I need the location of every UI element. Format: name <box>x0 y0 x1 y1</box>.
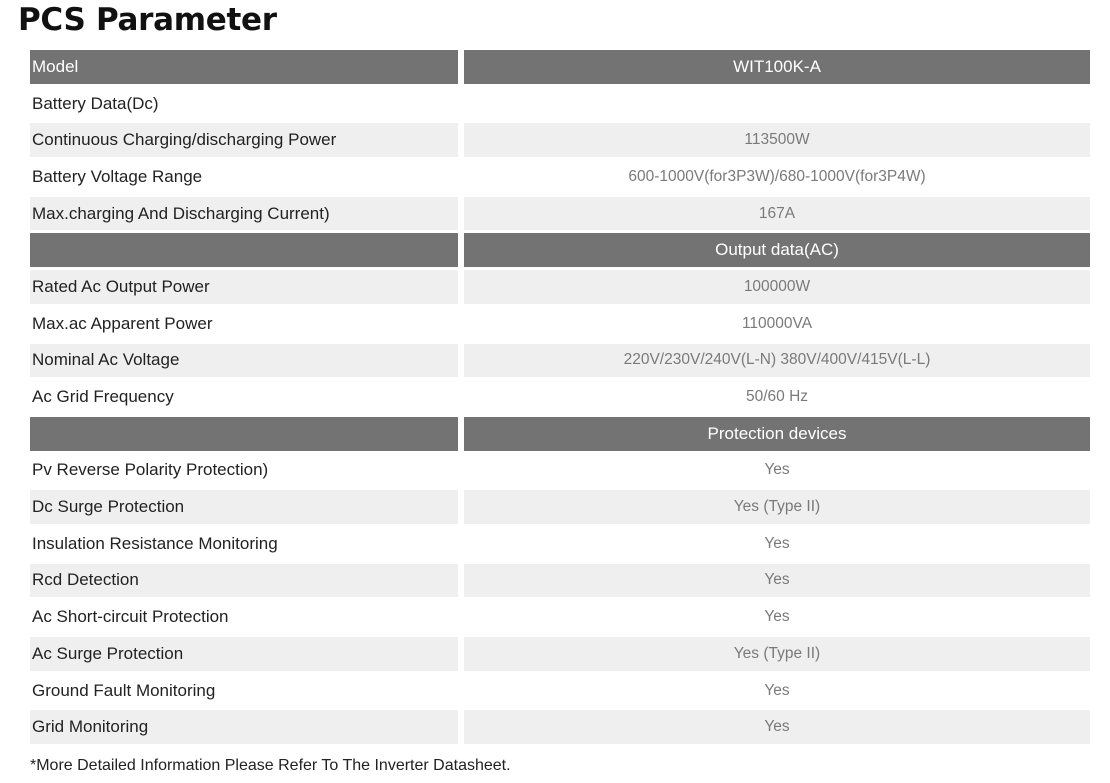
row-label-text: Battery Voltage Range <box>32 166 203 186</box>
row-value: Yes <box>764 461 790 479</box>
row-label <box>30 710 458 744</box>
row-label <box>30 50 458 84</box>
page-title: PCS Parameter <box>18 2 277 38</box>
row-label <box>30 123 458 157</box>
row-label-text: Continuous Charging/discharging Power <box>32 130 337 150</box>
table-row <box>30 380 1090 414</box>
row-value: WIT100K-A <box>464 50 1090 84</box>
table-row <box>30 527 1090 561</box>
row-value: 100000W <box>464 270 1090 304</box>
table-row <box>30 160 1090 194</box>
row-label-text: Grid Monitoring <box>32 717 149 737</box>
row-label <box>30 307 458 341</box>
table-row <box>30 637 1090 671</box>
row-value: Yes <box>764 534 790 552</box>
footnote: *More Detailed Information Please Refer To The Inverter Datasheet. <box>30 757 511 774</box>
table-row <box>30 197 1090 231</box>
row-value: Yes <box>464 710 1090 744</box>
row-label-text: Insulation Resistance Monitoring <box>32 533 278 553</box>
table-row <box>30 123 1090 157</box>
row-value <box>464 87 1090 121</box>
row-value: 167A <box>464 197 1090 231</box>
row-value: 110000VA <box>741 314 813 332</box>
table-row <box>30 600 1090 634</box>
row-label <box>30 344 458 378</box>
table-row <box>30 307 1090 341</box>
row-label <box>30 270 458 304</box>
row-label-text: Pv Reverse Polarity Protection) <box>32 460 269 480</box>
spec-table <box>30 50 1090 747</box>
row-label <box>30 233 458 267</box>
row-label <box>30 160 458 194</box>
table-row <box>30 710 1090 744</box>
row-label-text: Ac Surge Protection <box>32 643 184 663</box>
row-label <box>30 490 458 524</box>
row-value: Yes <box>464 564 1090 598</box>
row-value: Output data(AC) <box>464 233 1090 267</box>
table-row <box>30 490 1090 524</box>
row-label-text: Max.ac Apparent Power <box>32 313 213 333</box>
table-row <box>30 50 1090 84</box>
row-label-text: Rcd Detection <box>32 570 139 590</box>
table-row <box>30 233 1090 267</box>
row-label-text: Ac Grid Frequency <box>32 387 174 407</box>
row-label-text: Ground Fault Monitoring <box>32 680 216 700</box>
row-value: Yes <box>764 681 790 699</box>
table-row <box>30 344 1090 378</box>
table-row <box>30 674 1090 708</box>
row-label-text: Rated Ac Output Power <box>32 276 210 296</box>
row-value: Yes (Type II) <box>464 637 1090 671</box>
table-row <box>30 87 1090 121</box>
row-label <box>30 87 458 121</box>
row-value: 50/60 Hz <box>745 388 809 406</box>
row-label <box>30 674 458 708</box>
row-label-text: Max.charging And Discharging Current) <box>32 203 330 223</box>
table-row <box>30 454 1090 488</box>
row-label <box>30 637 458 671</box>
row-label-text: Dc Surge Protection <box>32 497 185 517</box>
row-value: 220V/230V/240V(L-N) 380V/400V/415V(L-L) <box>464 344 1090 378</box>
table-row <box>30 564 1090 598</box>
row-value: Yes <box>764 608 790 626</box>
row-label-text: Nominal Ac Voltage <box>32 350 180 370</box>
row-label <box>30 600 458 634</box>
row-label <box>30 564 458 598</box>
row-label-text: Battery Data(Dc) <box>32 93 159 113</box>
row-value: Yes (Type II) <box>464 490 1090 524</box>
row-label-text: Ac Short-circuit Protection <box>32 607 229 627</box>
row-label-text: Model <box>32 56 79 76</box>
row-label <box>30 197 458 231</box>
table-row <box>30 270 1090 304</box>
row-label <box>30 417 458 451</box>
row-label <box>30 454 458 488</box>
row-label <box>30 380 458 414</box>
row-label <box>30 527 458 561</box>
row-value: 600-1000V(for3P3W)/680-1000V(for3P4W) <box>628 167 926 185</box>
row-value: Protection devices <box>464 417 1090 451</box>
table-row <box>30 417 1090 451</box>
row-value: 113500W <box>464 123 1090 157</box>
